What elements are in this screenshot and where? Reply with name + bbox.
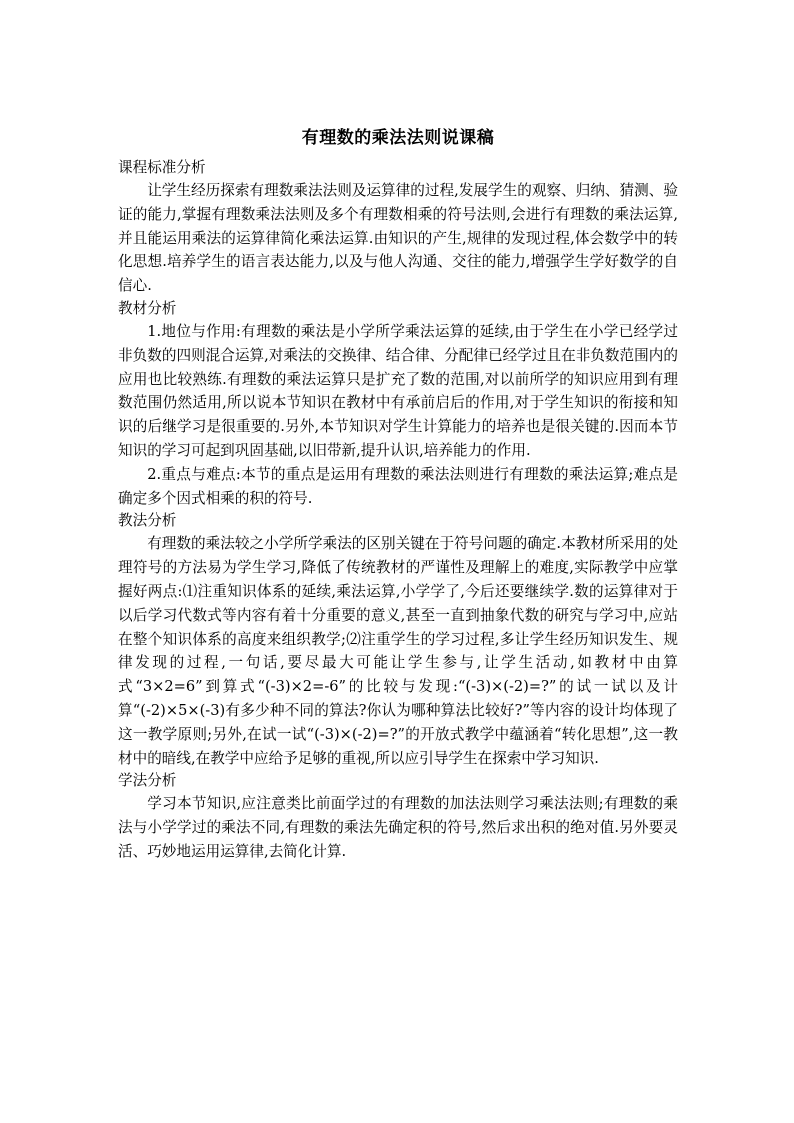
section-learning-method <box>118 770 678 863</box>
paragraph: 有理数的乘法较之小学所学乘法的区别关键在于符号问题的确定.本教材所采用的处理符号的方法易为学生学习,降低了传统教材的严谨性及理解上的难度,实际教学中应掌握好两点:⑴注重知识体系的延续,乘法运算,小学学了,今后还要继续学.数的运算律对于以后学习代数式等内容有着十分重要的意义,甚至一直到抽象代数的研究与学习中,应站在整个知识体系的高度来组织教学;⑵注重学生的学习过程,多让学生经历知识发生、规律发现的过程,一句话,要尽最大可能让学生参与,让学生活动,如教材中由算式“3×2=6”到算式“(-3)×2=-6”的比较与发现:“(-3)×(-2)=?”的试一试以及计算“(-2)×5×(-3)有多少种不同的算法?你认为哪种算法比较好?”等内容的设计均体现了这一教学原则;另外,在试一试“(-3)×(-2)=?”的开放式教学中蕴涵着“转化思想”,这一教材中的暗线,在教学中应给予足够的重视,所以应引导学生在探索中学习知识. <box>118 535 678 767</box>
section-curriculum-standard <box>118 157 678 298</box>
section-heading: 学法分析 <box>118 772 177 790</box>
paragraph: 1.地位与作用:有理数的乘法是小学所学乘法运算的延续,由于学生在小学已经学过非负数的四则混合运算,对乘法的交换律、结合律、分配律已经学过且在非负数范围内的应用也比较熟练.有理数的乘法运算只是扩充了数的范围,对以前所学的知识应用到有理数范围仍然适用,所以说本节知识在教材中有承前启后的作用,对于学生知识的衔接和知识的后继学习是很重要的.另外,本节知识对学生计算能力的培养也是很关键的.因而本节知识的学习可起到巩固基础,以旧带新,提升认识,培养能力的作用. <box>118 322 678 459</box>
section-heading: 教材分析 <box>118 299 177 317</box>
section-teaching-method <box>118 510 678 770</box>
section-textbook-analysis <box>118 298 678 510</box>
paragraph: 学习本节知识,应注意类比前面学过的有理数的加法法则学习乘法法则;有理数的乘法与小学学过的乘法不同,有理数的乘法先确定积的符号,然后求出积的绝对值.另外要灵活、巧妙地运用运算律,去简化计算. <box>118 795 678 860</box>
paragraph: 让学生经历探索有理数乘法法则及运算律的过程,发展学生的观察、归纳、猜测、验证的能力,掌握有理数乘法法则及多个有理数相乘的符号法则,会进行有理数的乘法运算,并且能运用乘法的运算律简化乘法运算.由知识的产生,规律的发现过程,体会数学中的转化思想.培养学生的语言表达能力,以及与他人沟通、交往的能力,增强学生学好数学的自信心. <box>118 182 678 295</box>
section-heading: 教法分析 <box>118 512 177 530</box>
document-page <box>118 125 678 864</box>
section-heading: 课程标准分析 <box>118 159 206 176</box>
paragraph: 2.重点与难点:本节的重点是运用有理数的乘法法则进行有理数的乘法运算;难点是确定多个因式相乘的积的符号. <box>118 465 678 507</box>
document-title: 有理数的乘法法则说课稿 <box>301 128 495 148</box>
